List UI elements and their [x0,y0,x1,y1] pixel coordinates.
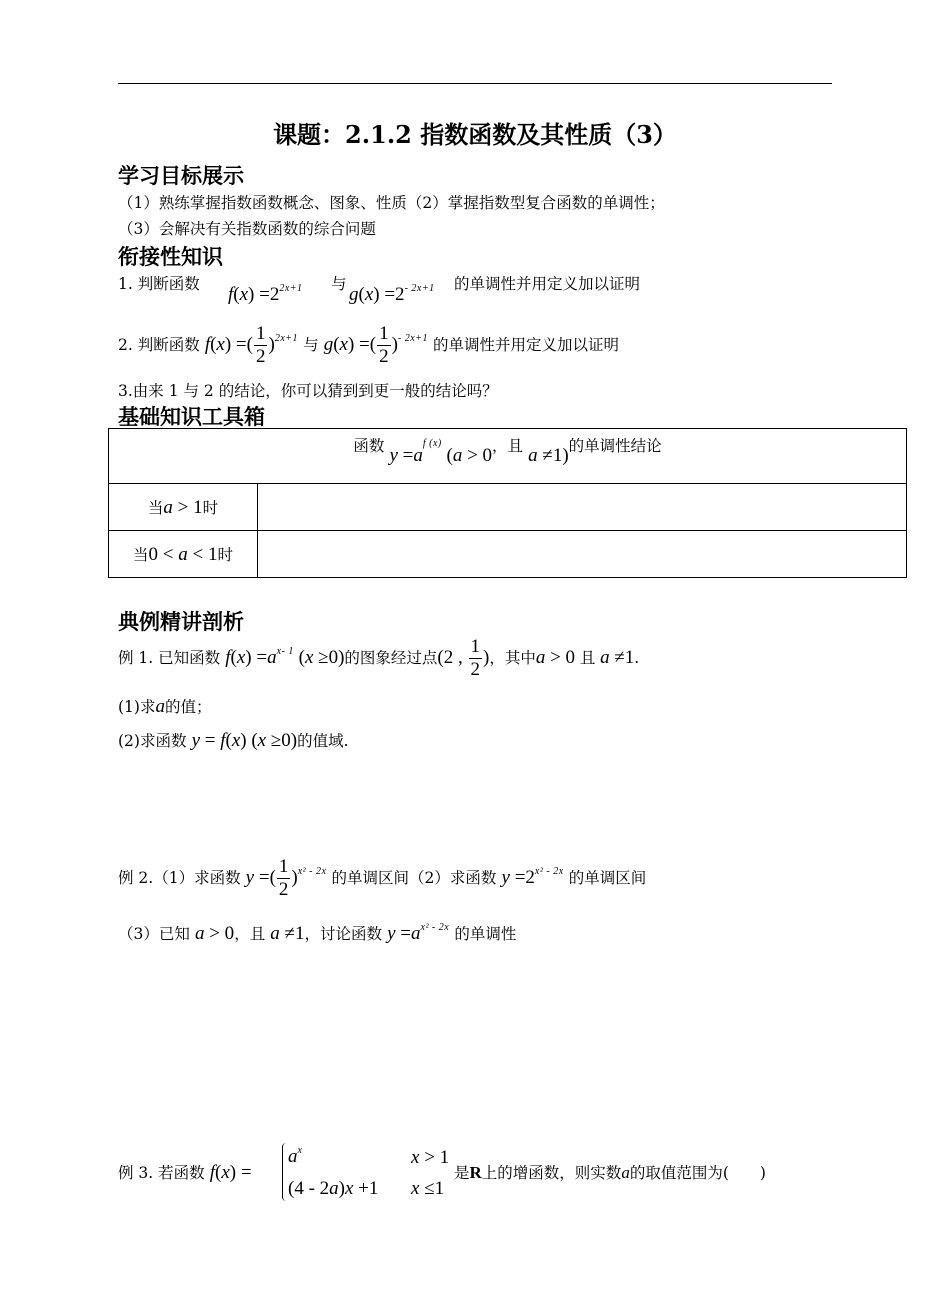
goals-heading: 学习目标展示 [118,164,244,188]
toolbox-row-a-gt-1 [109,484,907,531]
bridge-heading: 衔接性知识 [118,245,223,269]
piecewise-cond-2: x ≤1 [411,1178,445,1199]
bridge-q1-formula-g: $g(x) =2^{- 2x+1}$ [349,283,435,305]
toolbox-row-a-gt-1-answer[interactable] [258,484,907,531]
example-2-part3: （3）已知 a > 0，且 a ≠1，讨论函数 $y =a^{x^2 - 2x}$ 的单调性 [118,922,517,944]
toolbox-table [108,428,907,578]
bridge-q1-formula-f: $f(x) =2^{2x+1}$ [228,283,303,305]
piecewise-case-1: $a^x$ [288,1145,303,1167]
goal-item-1: （1）熟练掌握指数函数概念、图象、性质（2）掌握指数型复合函数的单调性； [118,194,665,212]
toolbox-header-cell: 函数 $y =a^{f (x)}$ (a > 0，且 a ≠1)的单调性结论 [109,429,907,484]
piecewise-case-2: (4 - 2a)x +1 [288,1178,379,1199]
bridge-q2-suffix: 的单调性并用定义加以证明 [433,336,620,354]
bridge-q1-suffix: 的单调性并用定义加以证明 [454,275,641,293]
example-2: 例 2.（1）求函数 y =( $\frac{1}{2}$ )$^{x^2 - 2x}$ 的单调区间（2）求函数 $y =2^{x^2 - 2x}$ 的单调区间 [118,856,647,900]
goal-item-2: （3）会解决有关指数函数的综合问题 [118,220,376,238]
example-1-q2: (2)求函数 y = f(x) (x ≥0)的值域. [118,730,349,751]
toolbox-header-suffix: 的单调性结论 [568,437,662,455]
toolbox-row-a-lt-1 [109,531,907,578]
bridge-q3: 3.由来 1 与 2 的结论，你可以猜到到更一般的结论吗？ [118,382,498,400]
toolbox-heading: 基础知识工具箱 [118,405,265,429]
example-1-q1: (1)求a的值； [118,696,212,717]
example-1: 例 1. 已知函数 $f(x) =a^{x- 1}$ (x ≥0)的图象经过点(2 , $\frac{1}{2}$ )，其中a > 0 且 a ≠1. [118,636,640,680]
bridge-q2-mid: 与 [303,336,319,354]
fraction-one-half: $\frac{1}{2}$ [470,636,480,680]
fraction-one-half: $\frac{1}{2}$ [255,323,266,367]
header-rule [118,83,832,84]
examples-heading: 典例精讲剖析 [118,610,244,634]
example-3-suffix: 是R上的增函数，则实数a的取值范围为( ) [454,1163,766,1182]
toolbox-header-row [109,429,907,484]
bridge-q2: 2. 判断函数 f(x) =( $\frac{1}{2}$ )$^{2x+1}$ 与 g(x) =( $\frac{1}{2}$ )$^{- 2x+1}$ 的单调性并用定义加以证明 [118,323,620,367]
piecewise-cond-1: x > 1 [411,1147,450,1168]
bridge-q2-prefix: 2. 判断函数 [118,336,200,354]
toolbox-header-prefix: 函数 [353,437,385,455]
fraction-one-half: $\frac{1}{2}$ [379,323,389,367]
toolbox-row-a-lt-1-answer[interactable] [258,531,907,578]
fraction-one-half: $\frac{1}{2}$ [278,856,289,900]
page-title: 课题：2.1.2 指数函数及其性质（3） [273,120,677,149]
bridge-q1-prefix: 1. 判断函数 [118,275,200,293]
toolbox-row-a-lt-1-label: 当0 < a < 1时 [109,531,258,578]
example-3: 例 3. 若函数 f(x) = [118,1162,252,1183]
toolbox-row-a-gt-1-label: 当a > 1时 [109,484,258,531]
bridge-q1 [118,272,200,294]
bridge-q1-mid: 与 [331,275,347,293]
toolbox-header-mid: ，且 [492,437,524,455]
